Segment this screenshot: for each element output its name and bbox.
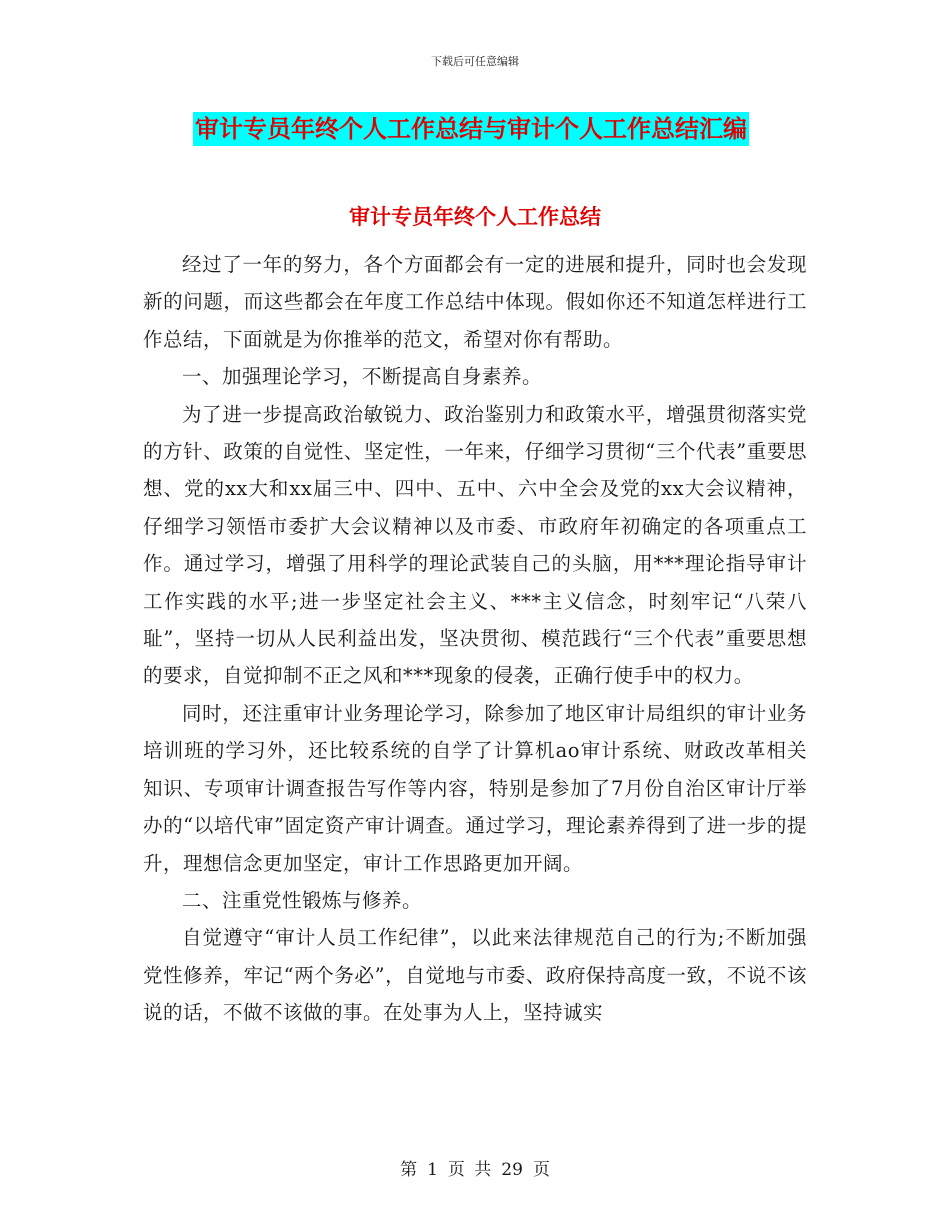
paragraph-intro: 经过了一年的努力，各个方面都会有一定的进展和提升，同时也会发现新的问题，而这些都会在年度工作总结中体现。假如你还不知道怎样进行工作总结，下面就是为你推举的范文，希望对你有帮助。 [143, 253, 807, 351]
heading-section-1: 一、加强理论学习，不断提高自身素养。 [182, 365, 543, 389]
heading-section-2: 二、注重党性锻炼与修养。 [182, 888, 423, 912]
document-title: 审计专员年终个人工作总结与审计个人工作总结汇编 [193, 112, 749, 146]
page-number-footer [0, 1155, 950, 1180]
paragraph-party-discipline: 自觉遵守“审计人员工作纪律”，以此来法律规范自己的行为;不断加强党性修养，牢记“两个务必”，自觉地与市委、政府保持高度一致，不说不该说的话，不做不该做的事。在处事为人上，坚持诚实 [143, 926, 807, 1025]
paragraph-theory-study: 为了进一步提高政治敏锐力、政治鉴别力和政策水平，增强贯彻落实党的方针、政策的自觉性、坚定性，一年来，仔细学习贯彻“三个代表”重要思想、党的xx大和xx届三中、四中、五中、六中全会及党的xx大会议精神，仔细学习领悟市委扩大会议精神以及市委、市政府年初确定的各项重点工作。通过学习，增强了用科学的理论武装自己的头脑，用***理论指导审计工作实践的水平;进一步坚定社会主义、***主义信念，时刻牢记“八荣八耻”，坚持一切从人民利益出发，坚决贯彻、模范践行“三个代表”重要思想的要求，自觉抑制不正之风和***现象的侵袭，正确行使手中的权力。 [143, 402, 807, 688]
footer-middle: 页 共 [447, 1160, 492, 1180]
current-page-number: 1 [427, 1160, 438, 1180]
footer-prefix: 第 [400, 1160, 418, 1180]
document-body [143, 246, 807, 1032]
total-page-number: 29 [501, 1160, 523, 1180]
section-title: 审计专员年终个人工作总结 [349, 205, 601, 229]
paragraph-audit-study: 同时，还注重审计业务理论学习，除参加了地区审计局组织的审计业务培训班的学习外，还比较系统的自学了计算机ao审计系统、财政改革相关知识、专项审计调查报告写作等内容，特别是参加了7月份自治区审计厅举办的“以培代审”固定资产审计调查。通过学习，理论素养得到了进一步的提升，理想信念更加坚定，审计工作思路更加开阔。 [143, 701, 807, 875]
footer-suffix: 页 [532, 1160, 550, 1180]
page-header-note: 下载后可任意编辑 [431, 55, 519, 68]
